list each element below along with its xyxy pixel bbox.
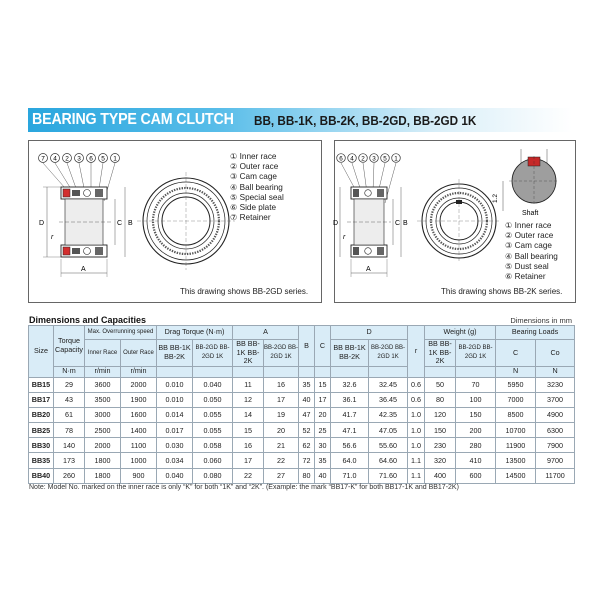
cell-r: 1.0 (408, 407, 425, 422)
cell-b: 40 (299, 392, 315, 407)
cell-a-gd: 21 (264, 438, 299, 453)
th-weight: Weight (g) (425, 326, 496, 340)
th-size: Size (29, 326, 54, 378)
cell-a-gd: 19 (264, 407, 299, 422)
cell-d-gd: 55.60 (369, 438, 408, 453)
cell-size: BB40 (29, 468, 54, 483)
cell-w-bb: 150 (425, 423, 456, 438)
table-row (29, 407, 575, 422)
cell-drag-gd: 0.040 (193, 377, 233, 392)
cell-drag-gd: 0.058 (193, 438, 233, 453)
callout-label: 6 (339, 155, 343, 163)
th-a-bb: BB BB-1K BB-2K (233, 340, 264, 367)
cell-w-gd: 150 (456, 407, 496, 422)
th-rmin-inner: r/min (85, 366, 121, 377)
cell-torque: 78 (54, 423, 85, 438)
th-max-speed: Max. Overrunning speed (85, 326, 157, 340)
cell-w-bb: 80 (425, 392, 456, 407)
legend-item: ⑥ Side plate (230, 203, 277, 213)
dim-label-d: D (333, 220, 339, 227)
cell-inner: 1800 (85, 453, 121, 468)
callout-label: 4 (53, 155, 57, 163)
th-w-bb: BB BB-1K BB-2K (425, 340, 456, 367)
cell-r: 1.1 (408, 468, 425, 483)
cross-section (333, 187, 408, 277)
page-subtitle: BB, BB-1K, BB-2K, BB-2GD, BB-2GD 1K (254, 113, 477, 128)
title-bar (28, 108, 572, 132)
drawing-panel-bb2k (334, 140, 576, 303)
cell-load-co: 3230 (536, 377, 575, 392)
cell-c: 35 (315, 453, 331, 468)
cell-load-c: 11900 (496, 438, 536, 453)
cell-torque: 43 (54, 392, 85, 407)
cell-d-bb: 32.6 (331, 377, 369, 392)
th-torque-unit: N·m (54, 366, 85, 377)
cell-size: BB17 (29, 392, 54, 407)
th-c: C (315, 326, 331, 367)
cell-w-bb: 400 (425, 468, 456, 483)
cell-torque: 61 (54, 407, 85, 422)
cell-c: 15 (315, 377, 331, 392)
cell-torque: 140 (54, 438, 85, 453)
cell-a-gd: 22 (264, 453, 299, 468)
cell-load-co: 7900 (536, 438, 575, 453)
cell-d-bb: 56.6 (331, 438, 369, 453)
cell-d-bb: 47.1 (331, 423, 369, 438)
cell-d-bb: 64.0 (331, 453, 369, 468)
th-a-gd: BB-2GD BB-2GD 1K (264, 340, 299, 367)
dim-label-b: B (403, 220, 408, 227)
cell-load-c: 5950 (496, 377, 536, 392)
cell-a-bb: 17 (233, 453, 264, 468)
cell-r: 1.0 (408, 438, 425, 453)
cell-load-co: 4900 (536, 407, 575, 422)
cell-b: 52 (299, 423, 315, 438)
cell-load-c: 8500 (496, 407, 536, 422)
cell-a-gd: 17 (264, 392, 299, 407)
table-note: Note: Model No. marked on the inner race is only “K” for both “1K” and “2K”. (Example: the mark “BB17-K” for both BB17-1K and BB17-2K) (29, 484, 459, 491)
cell-c: 40 (315, 468, 331, 483)
th-torque: Torque Capacity (54, 326, 85, 367)
callout-label: 2 (65, 155, 69, 163)
cell-drag-gd: 0.080 (193, 468, 233, 483)
table-row (29, 468, 575, 483)
cell-outer: 1400 (121, 423, 157, 438)
cell-drag-gd: 0.060 (193, 453, 233, 468)
cell-drag-bb: 0.040 (157, 468, 193, 483)
cell-r: 1.0 (408, 423, 425, 438)
cell-drag-bb: 0.034 (157, 453, 193, 468)
cell-load-co: 11700 (536, 468, 575, 483)
th-inner-race: Inner Race (85, 340, 121, 367)
th-drag: Drag Torque (N·m) (157, 326, 233, 340)
legend-item: ③ Cam cage (230, 172, 277, 182)
th-blank (425, 366, 456, 377)
callout-label: 5 (383, 155, 387, 163)
cell-outer: 1600 (121, 407, 157, 422)
th-r: r (408, 326, 425, 378)
cell-w-gd: 410 (456, 453, 496, 468)
shaft-detail (492, 149, 559, 217)
cell-w-gd: 280 (456, 438, 496, 453)
cell-load-c: 13500 (496, 453, 536, 468)
th-blank (193, 366, 233, 377)
cell-w-gd: 200 (456, 423, 496, 438)
cell-d-bb: 71.0 (331, 468, 369, 483)
th-n-c: N (496, 366, 536, 377)
cell-b: 80 (299, 468, 315, 483)
th-blank (456, 366, 496, 377)
front-view (137, 172, 235, 270)
cell-outer: 1100 (121, 438, 157, 453)
callout-label: 2 (361, 155, 365, 163)
cell-w-bb: 120 (425, 407, 456, 422)
cell-a-bb: 22 (233, 468, 264, 483)
cell-inner: 3500 (85, 392, 121, 407)
table-body (29, 377, 575, 483)
cell-size: BB20 (29, 407, 54, 422)
cell-load-co: 6300 (536, 423, 575, 438)
cell-torque: 260 (54, 468, 85, 483)
cell-a-bb: 15 (233, 423, 264, 438)
legend-item: ② Outer race (230, 162, 279, 172)
cell-size: BB15 (29, 377, 54, 392)
legend-item: ③ Cam cage (505, 241, 552, 251)
dim-label-c: C (117, 220, 123, 227)
cell-b: 62 (299, 438, 315, 453)
cell-a-gd: 27 (264, 468, 299, 483)
cell-b: 47 (299, 407, 315, 422)
cell-drag-bb: 0.010 (157, 377, 193, 392)
cell-c: 30 (315, 438, 331, 453)
th-d-bb: BB BB-1K BB-2K (331, 340, 369, 367)
dim-label-c: C (395, 220, 401, 227)
dim-label-b: B (128, 220, 133, 227)
cell-drag-bb: 0.014 (157, 407, 193, 422)
callout-label: 6 (89, 155, 93, 163)
th-d: D (331, 326, 408, 340)
cell-size: BB25 (29, 423, 54, 438)
legend-item: ① Inner race (230, 152, 277, 161)
th-a: A (233, 326, 299, 340)
front-view (417, 179, 501, 263)
cell-b: 35 (299, 377, 315, 392)
cell-w-gd: 70 (456, 377, 496, 392)
legend-item: ⑤ Dust seal (505, 261, 549, 271)
cell-w-gd: 600 (456, 468, 496, 483)
legend-item: ⑤ Special seal (230, 192, 284, 202)
legend-item: ② Outer race (505, 231, 554, 241)
cross-section (39, 187, 133, 277)
dim-label-a: A (81, 266, 86, 273)
cell-outer: 2000 (121, 377, 157, 392)
table-row (29, 423, 575, 438)
dim-label-r: r (51, 234, 54, 241)
cell-inner: 2000 (85, 438, 121, 453)
shaft-dimension: 1.2 (492, 193, 499, 203)
cell-w-bb: 50 (425, 377, 456, 392)
cell-d-bb: 41.7 (331, 407, 369, 422)
dim-label-r: r (343, 234, 346, 241)
th-blank (233, 366, 264, 377)
cell-drag-gd: 0.055 (193, 407, 233, 422)
cell-w-bb: 320 (425, 453, 456, 468)
drawing-caption: This drawing shows BB-2GD series. (180, 287, 309, 296)
cell-load-co: 3700 (536, 392, 575, 407)
cell-inner: 1800 (85, 468, 121, 483)
cell-d-gd: 71.60 (369, 468, 408, 483)
cell-r: 0.6 (408, 392, 425, 407)
shaft-label: Shaft (522, 210, 539, 217)
cell-a-bb: 14 (233, 407, 264, 422)
cell-a-bb: 16 (233, 438, 264, 453)
cell-load-c: 10700 (496, 423, 536, 438)
th-blank (157, 366, 193, 377)
drawing-caption: This drawing shows BB-2K series. (441, 287, 563, 296)
callout-label: 3 (77, 155, 81, 163)
cell-load-c: 7000 (496, 392, 536, 407)
th-drag-gd: BB-2GD BB-2GD 1K (193, 340, 233, 367)
cell-d-gd: 36.45 (369, 392, 408, 407)
th-blank (315, 366, 331, 377)
th-load-co: Co (536, 340, 575, 367)
cell-torque: 29 (54, 377, 85, 392)
cell-size: BB30 (29, 438, 54, 453)
cell-outer: 1900 (121, 392, 157, 407)
cell-outer: 900 (121, 468, 157, 483)
cell-d-gd: 32.45 (369, 377, 408, 392)
th-drag-bb: BB BB-1K BB-2K (157, 340, 193, 367)
cell-a-gd: 16 (264, 377, 299, 392)
legend-item: ④ Ball bearing (230, 182, 283, 192)
cell-w-bb: 230 (425, 438, 456, 453)
th-outer-race: Outer Race (121, 340, 157, 367)
legend-item: ⑦ Retainer (230, 213, 271, 223)
units-label: Dimensions in mm (510, 316, 572, 325)
cell-c: 17 (315, 392, 331, 407)
cell-r: 1.1 (408, 453, 425, 468)
table-row (29, 377, 575, 392)
cell-load-co: 9700 (536, 453, 575, 468)
th-n-co: N (536, 366, 575, 377)
cell-r: 0.6 (408, 377, 425, 392)
th-b: B (299, 326, 315, 367)
callout-label: 1 (113, 155, 117, 163)
th-load-c: C (496, 340, 536, 367)
cell-outer: 1000 (121, 453, 157, 468)
cell-size: BB35 (29, 453, 54, 468)
cell-d-gd: 47.05 (369, 423, 408, 438)
cell-d-gd: 42.35 (369, 407, 408, 422)
legend-bb2gd (230, 152, 284, 223)
cell-inner: 3000 (85, 407, 121, 422)
cell-a-bb: 12 (233, 392, 264, 407)
callout-label: 5 (101, 155, 105, 163)
cell-drag-bb: 0.017 (157, 423, 193, 438)
cell-c: 20 (315, 407, 331, 422)
table-title: Dimensions and Capacities (29, 315, 147, 325)
legend-bb2k (505, 221, 558, 282)
th-d-gd: BB-2GD BB-2GD 1K (369, 340, 408, 367)
cell-torque: 173 (54, 453, 85, 468)
table-row (29, 392, 575, 407)
table-row (29, 453, 575, 468)
cell-d-bb: 36.1 (331, 392, 369, 407)
callout-label: 1 (394, 155, 398, 163)
table-row (29, 438, 575, 453)
dimensions-table (28, 325, 575, 484)
callout-label: 7 (41, 155, 45, 163)
cell-b: 72 (299, 453, 315, 468)
th-blank (299, 366, 315, 377)
legend-item: ⑥ Retainer (505, 272, 546, 282)
th-blank (369, 366, 408, 377)
cell-w-gd: 100 (456, 392, 496, 407)
th-blank (264, 366, 299, 377)
cell-drag-bb: 0.010 (157, 392, 193, 407)
th-rmin-outer: r/min (121, 366, 157, 377)
dim-label-a: A (366, 266, 371, 273)
th-w-gd: BB-2GD BB-2GD 1K (456, 340, 496, 367)
callout-label: 3 (372, 155, 376, 163)
page-title: BEARING TYPE CAM CLUTCH (32, 111, 234, 128)
drawing-panel-bb2gd (28, 140, 322, 303)
th-blank (331, 366, 369, 377)
cell-drag-gd: 0.050 (193, 392, 233, 407)
cell-c: 25 (315, 423, 331, 438)
dim-label-d: D (39, 220, 45, 227)
cell-load-c: 14500 (496, 468, 536, 483)
cell-a-bb: 11 (233, 377, 264, 392)
cell-inner: 3600 (85, 377, 121, 392)
legend-item: ① Inner race (505, 221, 552, 230)
callout-label: 4 (350, 155, 354, 163)
cell-a-gd: 20 (264, 423, 299, 438)
cell-drag-gd: 0.055 (193, 423, 233, 438)
cell-d-gd: 64.60 (369, 453, 408, 468)
cell-inner: 2500 (85, 423, 121, 438)
th-loads: Bearing Loads (496, 326, 575, 340)
legend-item: ④ Ball bearing (505, 251, 558, 261)
cell-drag-bb: 0.030 (157, 438, 193, 453)
